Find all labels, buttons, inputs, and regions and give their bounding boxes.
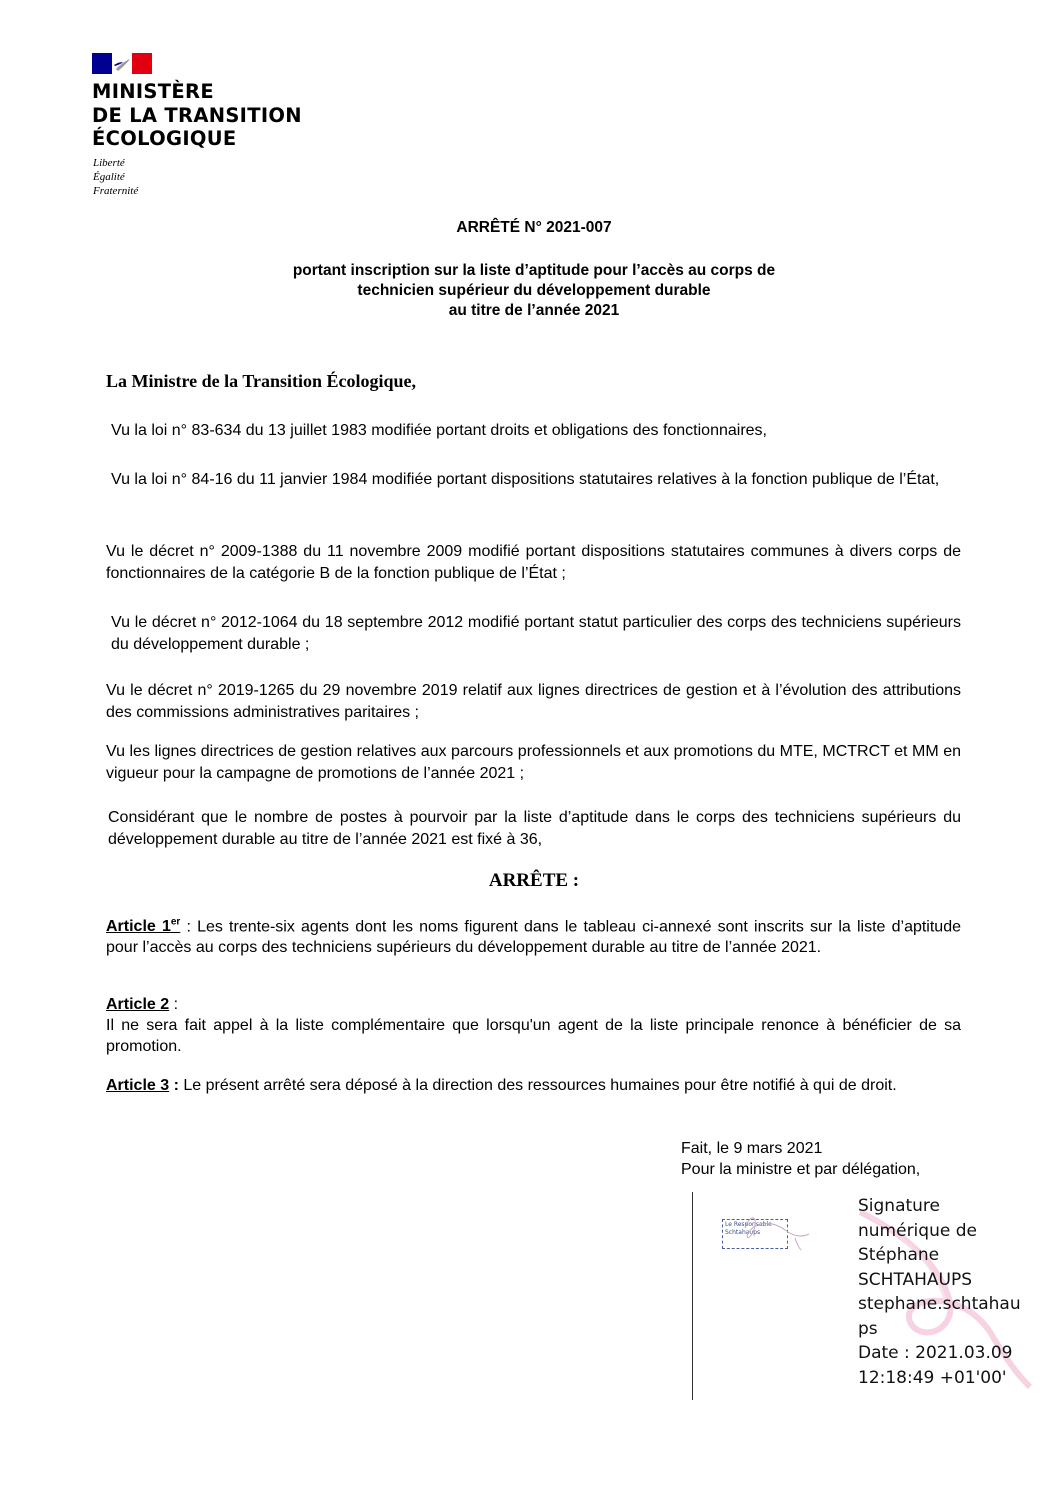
marianne-flag-icon (92, 53, 152, 74)
visa-paragraph: Vu les lignes directrices de gestion relatives aux parcours professionnels et aux promotions du MTE, MCTRCT et MM en vigueur pour la campagne de promotions de l’année 2021 ; (106, 743, 961, 782)
visa-paragraph: Vu la loi n° 83-634 du 13 juillet 1983 modifiée portant droits et obligations des fonctionnaires, (111, 422, 767, 439)
signature-line: Signature (858, 1196, 941, 1216)
motto-line: Liberté (93, 157, 125, 169)
article-separator: : (169, 1077, 184, 1094)
visa-paragraph: Vu le décret n° 2009-1388 du 11 novembre 2009 modifié portant dispositions statutaires communes à divers corps de fonctionnaires de la catégorie B de la fonction publique de l’État ; (106, 543, 961, 582)
motto-line: Égalité (93, 171, 125, 183)
article-label: Article 3 (106, 1077, 170, 1094)
delegation-line: Pour la ministre et par délégation, (681, 1161, 921, 1178)
decree-subject (0, 261, 1058, 321)
visa-paragraph: Vu le décret n° 2012-1064 du 18 septembre 2012 modifié portant statut particulier des corps des techniciens supérieurs du développement durable ; (111, 614, 961, 653)
article-label-text: Article 1 (106, 918, 171, 936)
signature-line: ps (858, 1318, 878, 1339)
signature-line: SCHTAHAUPS (858, 1269, 973, 1290)
ministry-name (92, 80, 302, 151)
article-text: Le présent arrêté sera déposé à la direction des ressources humaines pour être notifié à qui de droit. (183, 1077, 897, 1094)
signature-line: stephane.schtahau (858, 1294, 1021, 1314)
article-text: Il ne sera fait appel à la liste complémentaire que lorsqu'un agent de la liste principale renonce à bénéficier de sa promotion. (106, 1017, 961, 1055)
ministry-line: MINISTÈRE (92, 80, 214, 103)
article-3 (106, 1075, 961, 1096)
stamp-line: Schtahaups (725, 1229, 761, 1236)
stamp-line: Le Responsable (725, 1221, 772, 1228)
republic-motto (93, 156, 138, 198)
ministry-line: DE LA TRANSITION (92, 103, 302, 127)
visa-paragraph: Vu la loi n° 84-16 du 11 janvier 1984 modifiée portant dispositions statutaires relatives à la fonction publique de l’État, (111, 471, 940, 488)
article-label (106, 918, 180, 935)
signature-line: Date : 2021.03.09 (858, 1343, 1013, 1363)
subject-line: portant inscription sur la liste d’aptitude pour l’accès au corps de (292, 262, 776, 279)
subject-line: au titre de l’année 2021 (448, 302, 620, 319)
article-1 (106, 912, 961, 958)
article-label: Article 2 (106, 996, 170, 1013)
minister-heading: La Ministre de la Transition Écologique, (106, 371, 417, 391)
article-separator: : (180, 918, 198, 936)
ministry-line: ÉCOLOGIQUE (92, 127, 237, 150)
signature-line: numérique de (858, 1220, 977, 1241)
motto-line: Fraternité (93, 185, 139, 197)
place-date: Fait, le 9 mars 2021 (681, 1140, 823, 1157)
closing-block (681, 1138, 920, 1180)
decree-number: ARRÊTÉ N° 2021-007 (456, 219, 612, 236)
decision-heading: ARRÊTE : (488, 870, 580, 891)
article-separator: : (169, 996, 179, 1013)
article-text: Les trente-six agents dont les noms figurent dans le tableau ci-annexé sont inscrits sur la liste d’aptitude pour l’accès au corps des techniciens supérieurs du développement durable au titre de l’année 2021. (106, 918, 961, 957)
digital-signature-text (858, 1194, 1021, 1390)
subject-line: technicien supérieur du développement durable (357, 282, 711, 299)
article-label-sup: er (170, 917, 181, 928)
visa-paragraph: Vu le décret n° 2019-1265 du 29 novembre 2019 relatif aux lignes directrices de gestion et à l’évolution des attributions des commissions administratives paritaires ; (106, 682, 961, 721)
considerant-paragraph: Considérant que le nombre de postes à pourvoir par la liste d’aptitude dans le corps des techniciens supérieurs du développement durable au titre de l’année 2021 est fixé à 36, (108, 809, 961, 848)
signature-line: Stéphane (858, 1245, 940, 1265)
signature-line: 12:18:49 +01'00' (858, 1367, 1007, 1388)
article-2 (106, 994, 961, 1057)
handwritten-signature-icon (735, 1208, 815, 1258)
